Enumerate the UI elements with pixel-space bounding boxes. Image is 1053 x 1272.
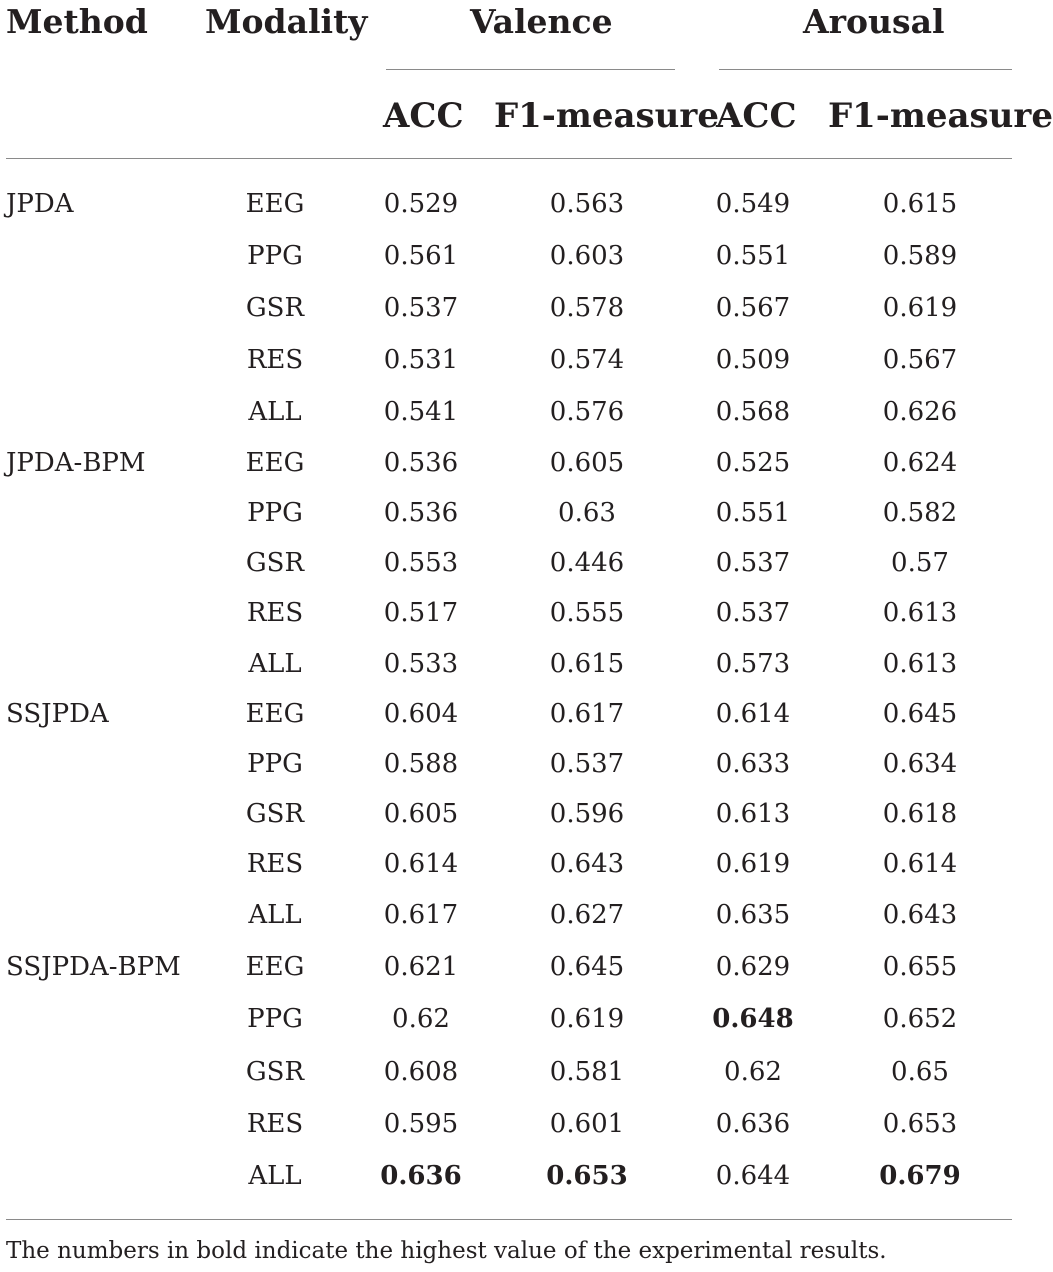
valence-f1-cell: 0.627: [549, 900, 625, 930]
valence-f1-cell: 0.605: [549, 448, 625, 478]
arousal-f1-cell: 0.613: [882, 649, 958, 679]
header-valence: Valence: [470, 2, 613, 41]
modality-cell: PPG: [247, 1004, 303, 1034]
header-valence-f1: F1-measure: [494, 96, 719, 136]
valence-f1-cell: 0.645: [549, 952, 625, 982]
valence-acc-cell: 0.636: [380, 1161, 462, 1191]
arousal-f1-cell: 0.65: [891, 1057, 949, 1087]
valence-f1-cell: 0.574: [549, 345, 625, 375]
valence-acc-cell: 0.561: [383, 241, 459, 271]
arousal-acc-cell: 0.635: [715, 900, 791, 930]
valence-acc-cell: 0.605: [383, 799, 459, 829]
arousal-f1-cell: 0.614: [882, 849, 958, 879]
modality-cell: GSR: [245, 548, 305, 578]
modality-cell: EEG: [245, 448, 305, 478]
valence-f1-cell: 0.619: [549, 1004, 625, 1034]
method-label: JPDA: [6, 189, 74, 219]
valence-f1-cell: 0.615: [549, 649, 625, 679]
modality-cell: ALL: [248, 397, 302, 427]
modality-cell: ALL: [248, 900, 302, 930]
header-valence-acc: ACC: [383, 96, 464, 136]
arousal-acc-cell: 0.633: [715, 749, 791, 779]
modality-cell: ALL: [248, 1161, 302, 1191]
modality-cell: RES: [246, 1109, 304, 1139]
arousal-f1-cell: 0.645: [882, 699, 958, 729]
modality-cell: RES: [246, 849, 304, 879]
valence-acc-cell: 0.531: [383, 345, 459, 375]
valence-acc-cell: 0.541: [383, 397, 459, 427]
arousal-f1-cell: 0.618: [882, 799, 958, 829]
arousal-f1-cell: 0.624: [882, 448, 958, 478]
modality-cell: GSR: [245, 799, 305, 829]
arousal-acc-cell: 0.614: [715, 699, 791, 729]
valence-acc-cell: 0.517: [383, 598, 459, 628]
arousal-acc-cell: 0.648: [712, 1004, 794, 1034]
valence-acc-cell: 0.588: [383, 749, 459, 779]
modality-cell: GSR: [245, 293, 305, 323]
arousal-group-rule: [719, 69, 1012, 70]
valence-f1-cell: 0.446: [549, 548, 625, 578]
valence-acc-cell: 0.595: [383, 1109, 459, 1139]
method-label: JPDA-BPM: [6, 448, 146, 478]
valence-f1-cell: 0.537: [549, 749, 625, 779]
arousal-acc-cell: 0.537: [715, 548, 791, 578]
valence-acc-cell: 0.604: [383, 699, 459, 729]
arousal-acc-cell: 0.619: [715, 849, 791, 879]
valence-acc-cell: 0.536: [383, 498, 459, 528]
valence-acc-cell: 0.62: [392, 1004, 450, 1034]
header-modality: Modality: [205, 2, 368, 41]
modality-cell: PPG: [247, 241, 303, 271]
arousal-acc-cell: 0.573: [715, 649, 791, 679]
arousal-f1-cell: 0.652: [882, 1004, 958, 1034]
modality-cell: ALL: [248, 649, 302, 679]
valence-f1-cell: 0.601: [549, 1109, 625, 1139]
arousal-f1-cell: 0.655: [882, 952, 958, 982]
valence-acc-cell: 0.617: [383, 900, 459, 930]
valence-f1-cell: 0.578: [549, 293, 625, 323]
arousal-acc-cell: 0.509: [715, 345, 791, 375]
valence-f1-cell: 0.63: [558, 498, 616, 528]
modality-cell: GSR: [245, 1057, 305, 1087]
arousal-acc-cell: 0.629: [715, 952, 791, 982]
valence-acc-cell: 0.537: [383, 293, 459, 323]
arousal-acc-cell: 0.613: [715, 799, 791, 829]
arousal-f1-cell: 0.567: [882, 345, 958, 375]
arousal-f1-cell: 0.615: [882, 189, 958, 219]
arousal-f1-cell: 0.589: [882, 241, 958, 271]
valence-acc-cell: 0.608: [383, 1057, 459, 1087]
modality-cell: RES: [246, 598, 304, 628]
arousal-acc-cell: 0.644: [715, 1161, 791, 1191]
arousal-f1-cell: 0.634: [882, 749, 958, 779]
arousal-acc-cell: 0.636: [715, 1109, 791, 1139]
valence-acc-cell: 0.529: [383, 189, 459, 219]
arousal-f1-cell: 0.582: [882, 498, 958, 528]
arousal-f1-cell: 0.619: [882, 293, 958, 323]
valence-acc-cell: 0.533: [383, 649, 459, 679]
valence-group-rule: [386, 69, 675, 70]
table-footnote: The numbers in bold indicate the highest value of the experimental results.: [6, 1238, 887, 1264]
modality-cell: EEG: [245, 699, 305, 729]
arousal-acc-cell: 0.568: [715, 397, 791, 427]
header-arousal-acc: ACC: [716, 96, 797, 136]
modality-cell: PPG: [247, 749, 303, 779]
arousal-acc-cell: 0.549: [715, 189, 791, 219]
arousal-f1-cell: 0.643: [882, 900, 958, 930]
modality-cell: RES: [246, 345, 304, 375]
modality-cell: EEG: [245, 189, 305, 219]
arousal-f1-cell: 0.626: [882, 397, 958, 427]
valence-f1-cell: 0.653: [546, 1161, 628, 1191]
arousal-f1-cell: 0.679: [879, 1161, 961, 1191]
header-rule: [6, 158, 1012, 159]
valence-f1-cell: 0.563: [549, 189, 625, 219]
arousal-acc-cell: 0.551: [715, 498, 791, 528]
arousal-acc-cell: 0.567: [715, 293, 791, 323]
valence-acc-cell: 0.621: [383, 952, 459, 982]
arousal-f1-cell: 0.653: [882, 1109, 958, 1139]
valence-acc-cell: 0.614: [383, 849, 459, 879]
arousal-f1-cell: 0.613: [882, 598, 958, 628]
valence-f1-cell: 0.581: [549, 1057, 625, 1087]
method-label: SSJPDA-BPM: [6, 952, 181, 982]
arousal-acc-cell: 0.551: [715, 241, 791, 271]
valence-f1-cell: 0.596: [549, 799, 625, 829]
valence-f1-cell: 0.617: [549, 699, 625, 729]
valence-f1-cell: 0.643: [549, 849, 625, 879]
table-bottom-rule: [6, 1219, 1012, 1220]
arousal-acc-cell: 0.62: [724, 1057, 782, 1087]
header-method: Method: [6, 2, 148, 41]
arousal-f1-cell: 0.57: [891, 548, 949, 578]
valence-acc-cell: 0.536: [383, 448, 459, 478]
modality-cell: PPG: [247, 498, 303, 528]
header-arousal-f1: F1-measure: [828, 96, 1053, 136]
valence-f1-cell: 0.555: [549, 598, 625, 628]
valence-f1-cell: 0.603: [549, 241, 625, 271]
arousal-acc-cell: 0.525: [715, 448, 791, 478]
arousal-acc-cell: 0.537: [715, 598, 791, 628]
header-arousal: Arousal: [803, 2, 945, 41]
method-label: SSJPDA: [6, 699, 109, 729]
valence-acc-cell: 0.553: [383, 548, 459, 578]
valence-f1-cell: 0.576: [549, 397, 625, 427]
modality-cell: EEG: [245, 952, 305, 982]
